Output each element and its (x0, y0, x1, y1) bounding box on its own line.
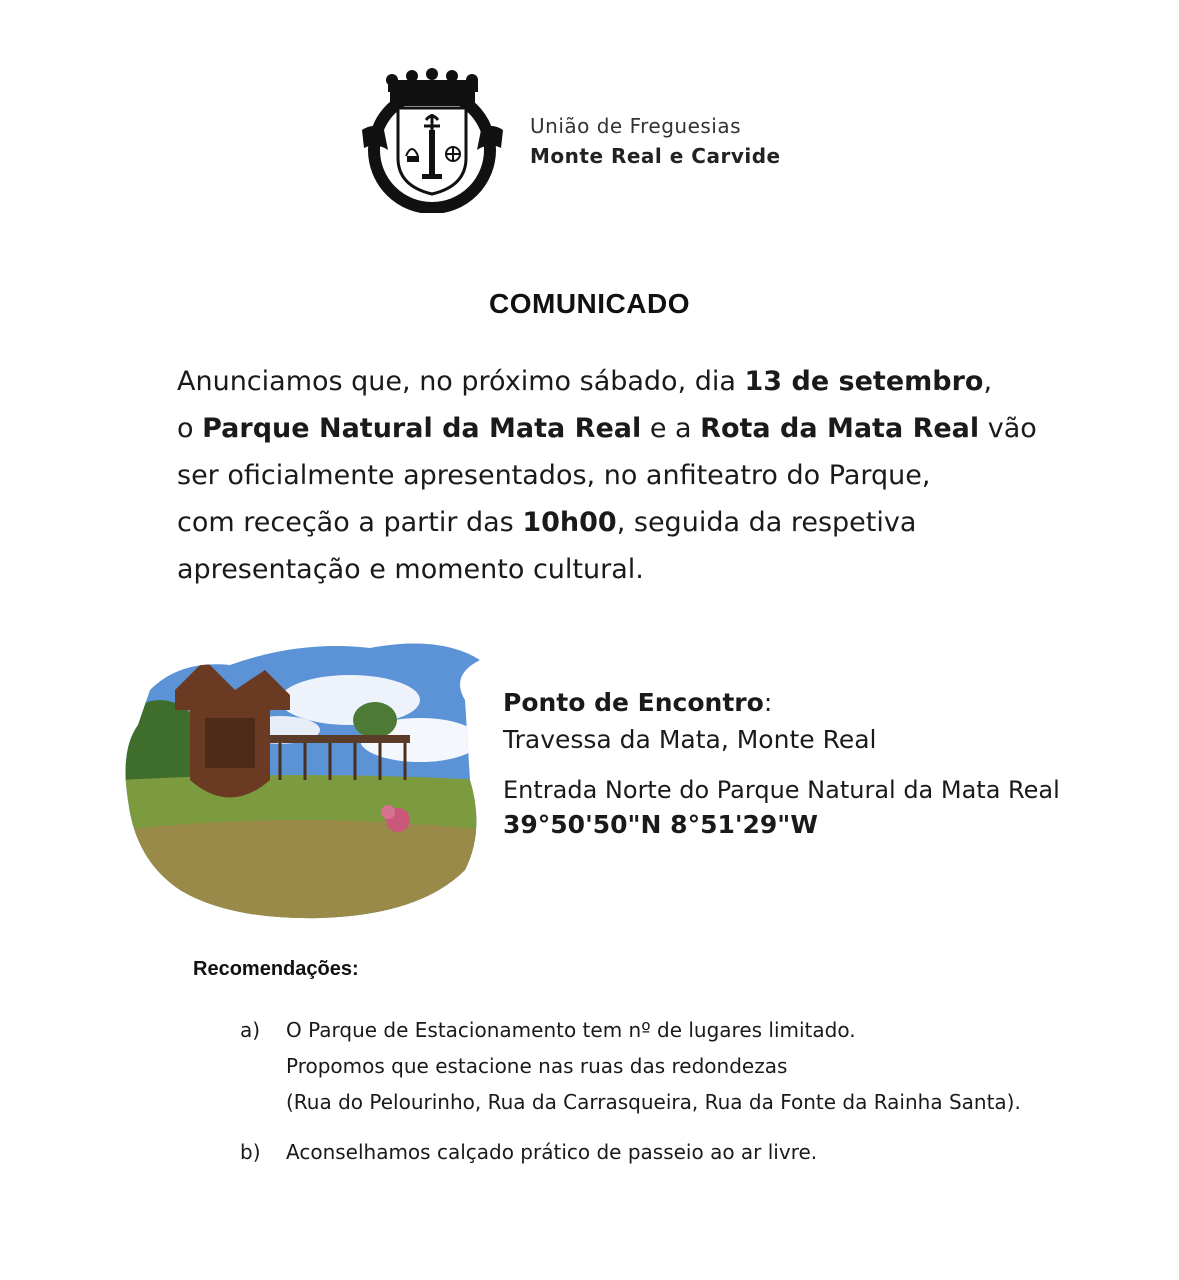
meeting-entrance: Entrada Norte do Parque Natural da Mata Real (503, 776, 1060, 804)
intro-text: com receção a partir das (177, 507, 523, 538)
recommendations-list (240, 1012, 1090, 1184)
list-item-line: O Parque de Estacionamento tem nº de lugares limitado. (286, 1018, 856, 1042)
intro-text: Anunciamos que, no próximo sábado, dia (177, 366, 745, 397)
intro-text: apresentação e momento cultural. (177, 554, 644, 585)
intro-park-name: Parque Natural da Mata Real (202, 413, 642, 444)
list-item-line: Aconselhamos calçado prático de passeio ao ar livre. (286, 1140, 818, 1164)
meeting-heading-row (503, 688, 1123, 717)
intro-text: e a (641, 413, 701, 444)
intro-paragraph (177, 358, 1057, 593)
header (360, 68, 820, 218)
intro-text: vão (979, 413, 1037, 444)
meeting-address: Travessa da Mata, Monte Real (503, 725, 877, 754)
intro-route-name: Rota da Mata Real (700, 413, 980, 444)
crest-logo (360, 68, 505, 213)
intro-text: , seguida da respetiva (616, 507, 917, 538)
list-item (240, 1012, 1090, 1120)
park-photo (120, 630, 485, 920)
recommendations-heading: Recomendações: (193, 958, 359, 980)
meeting-heading: Ponto de Encontro (503, 688, 764, 717)
meeting-point (503, 688, 1123, 839)
list-marker: a) (240, 1018, 261, 1042)
list-item-line: Propomos que estacione nas ruas das redondezas (286, 1054, 788, 1078)
org-name-line1: União de Freguesias (530, 114, 742, 138)
list-marker: b) (240, 1140, 261, 1164)
intro-text: ser oficialmente apresentados, no anfiteatro do Parque, (177, 460, 931, 491)
meeting-coordinates: 39°50'50"N 8°51'29"W (503, 810, 818, 839)
list-item-line: (Rua do Pelourinho, Rua da Carrasqueira, Rua da Fonte da Rainha Santa). (286, 1090, 1021, 1114)
intro-time: 10h00 (522, 507, 617, 538)
intro-date: 13 de setembro (744, 366, 984, 397)
list-item (240, 1134, 1090, 1170)
org-name-line2: Monte Real e Carvide (530, 144, 781, 168)
list-item-text (286, 1012, 1021, 1120)
org-name (530, 114, 781, 168)
list-item-text (286, 1134, 817, 1170)
intro-text: o (177, 413, 203, 444)
page-title: COMUNICADO (489, 288, 690, 319)
intro-text: , (983, 366, 993, 397)
meeting-heading-suffix: : (763, 688, 773, 717)
